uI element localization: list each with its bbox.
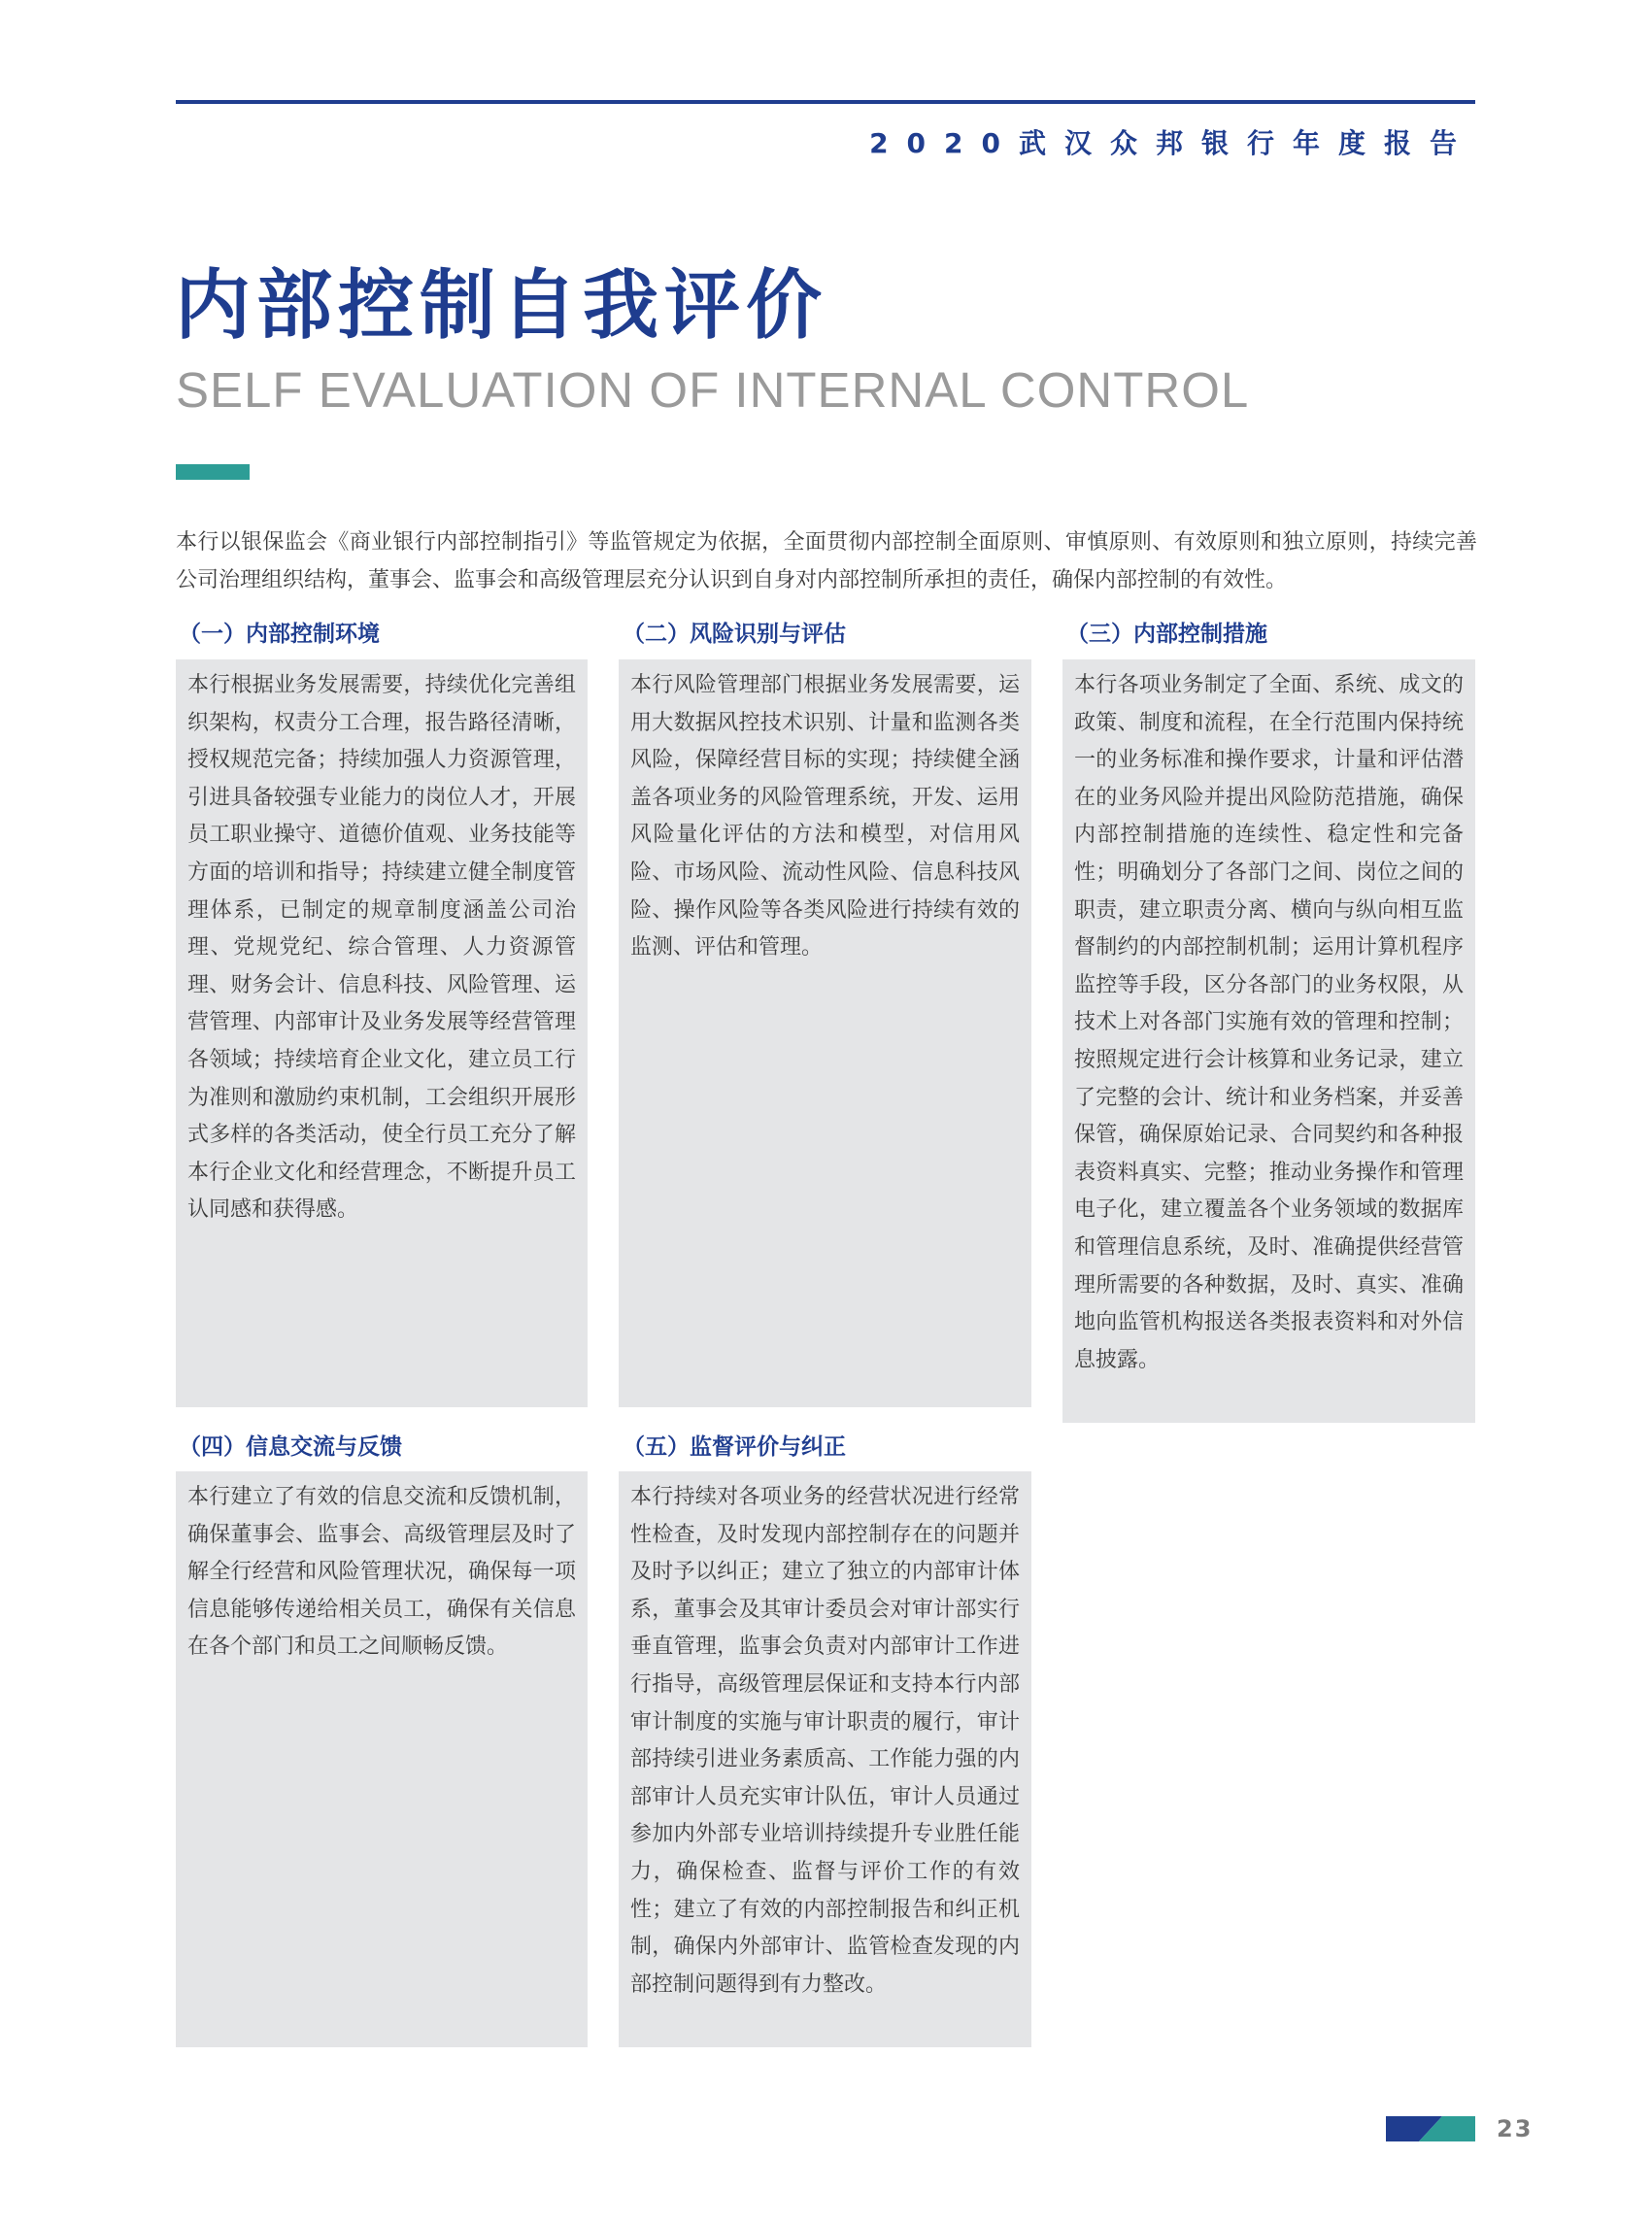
section-1-box <box>176 659 588 1407</box>
title-accent-bar <box>176 464 250 480</box>
section-4-heading: （四）信息交流与反馈 <box>179 1434 402 1460</box>
section-5-body: 本行持续对各项业务的经营状况进行经常性检查，及时发现内部控制存在的问题并及时予以纠正；建立了独立的内部审计体系，董事会及其审计委员会对审计部实行垂直管理，监事会负责对内部审计工作进行指导，高级管理层保证和支持本行内部审计制度的实施与审计职责的履行，审计部持续引进业务素质高、工作能力强的内部审计人员充实审计队伍，审计人员通过参加内外部专业培训持续提升专业胜任能力，确保检查、监督与评价工作的有效性；建立了有效的内部控制报告和纠正机制，确保内外部审计、监管检查发现的内部控制问题得到有力整改。 <box>630 1485 1020 1997</box>
intro-paragraph: 本行以银保监会《商业银行内部控制指引》等监管规定为依据，全面贯彻内部控制全面原则、审慎原则、有效原则和独立原则，持续完善公司治理组织结构，董事会、监事会和高级管理层充分认识到自身对内部控制所承担的责任，确保内部控制的有效性。 <box>176 530 1477 592</box>
page-number: 23 <box>1497 2115 1534 2142</box>
header-rule <box>176 100 1475 104</box>
section-1-heading: （一）内部控制环境 <box>179 622 380 647</box>
section-3-box <box>1062 659 1475 1423</box>
section-2-heading: （二）风险识别与评估 <box>623 622 846 647</box>
section-3-body: 本行各项业务制定了全面、系统、成文的政策、制度和流程，在全行范围内保持统一的业务标准和操作要求，计量和评估潜在的业务风险并提出风险防范措施，确保内部控制措施的连续性、稳定性和完备性；明确划分了各部门之间、岗位之间的职责，建立职责分离、横向与纵向相互监督制约的内部控制机制；运用计算机程序监控等手段，区分各部门的业务权限，从技术上对各部门实施有效的管理和控制；按照规定进行会计核算和业务记录，建立了完整的会计、统计和业务档案，并妥善保管，确保原始记录、合同契约和各种报表资料真实、完整；推动业务操作和管理电子化，建立覆盖各个业务领域的数据库和管理信息系统，及时、准确提供经营管理所需要的各种数据，及时、真实、准确地向监管机构报送各类报表资料和对外信息披露。 <box>1074 673 1464 1372</box>
page-title: 内部控制自我评价 <box>175 262 828 350</box>
section-5-box <box>619 1471 1031 2047</box>
footer-decoration <box>1386 2116 1475 2141</box>
page-subtitle-en: SELF EVALUATION OF INTERNAL CONTROL <box>176 362 1250 418</box>
section-4-body: 本行建立了有效的信息交流和反馈机制，确保董事会、监事会、高级管理层及时了解全行经营和风险管理状况，确保每一项信息能够传递给相关员工，确保有关信息在各个部门和员工之间顺畅反馈。 <box>187 1485 576 1660</box>
section-5-heading: （五）监督评价与纠正 <box>623 1434 846 1460</box>
section-2-body: 本行风险管理部门根据业务发展需要，运用大数据风控技术识别、计量和监测各类风险，保障经营目标的实现；持续健全涵盖各项业务的风险管理系统，开发、运用风险量化评估的方法和模型，对信用风险、市场风险、流动性风险、信息科技风险、操作风险等各类风险进行持续有效的监测、评估和管理。 <box>630 673 1020 961</box>
section-1-body: 本行根据业务发展需要，持续优化完善组织架构，权责分工合理，报告路径清晰，授权规范完备；持续加强人力资源管理，引进具备较强专业能力的岗位人才，开展员工职业操守、道德价值观、业务技能等方面的培训和指导；持续建立健全制度管理体系，已制定的规章制度涵盖公司治理、党规党纪、综合管理、人力资源管理、财务会计、信息科技、风险管理、运营管理、内部审计及业务发展等经营管理各领域；持续培育企业文化，建立员工行为准则和激励约束机制，工会组织开展形式多样的各类活动，使全行员工充分了解本行企业文化和经营理念，不断提升员工认同感和获得感。 <box>187 673 576 1223</box>
section-4-box <box>176 1471 588 2047</box>
section-3-heading: （三）内部控制措施 <box>1066 622 1267 647</box>
report-title: 2020武汉众邦银行年度报告 <box>869 127 1475 159</box>
section-2-box <box>619 659 1031 1407</box>
